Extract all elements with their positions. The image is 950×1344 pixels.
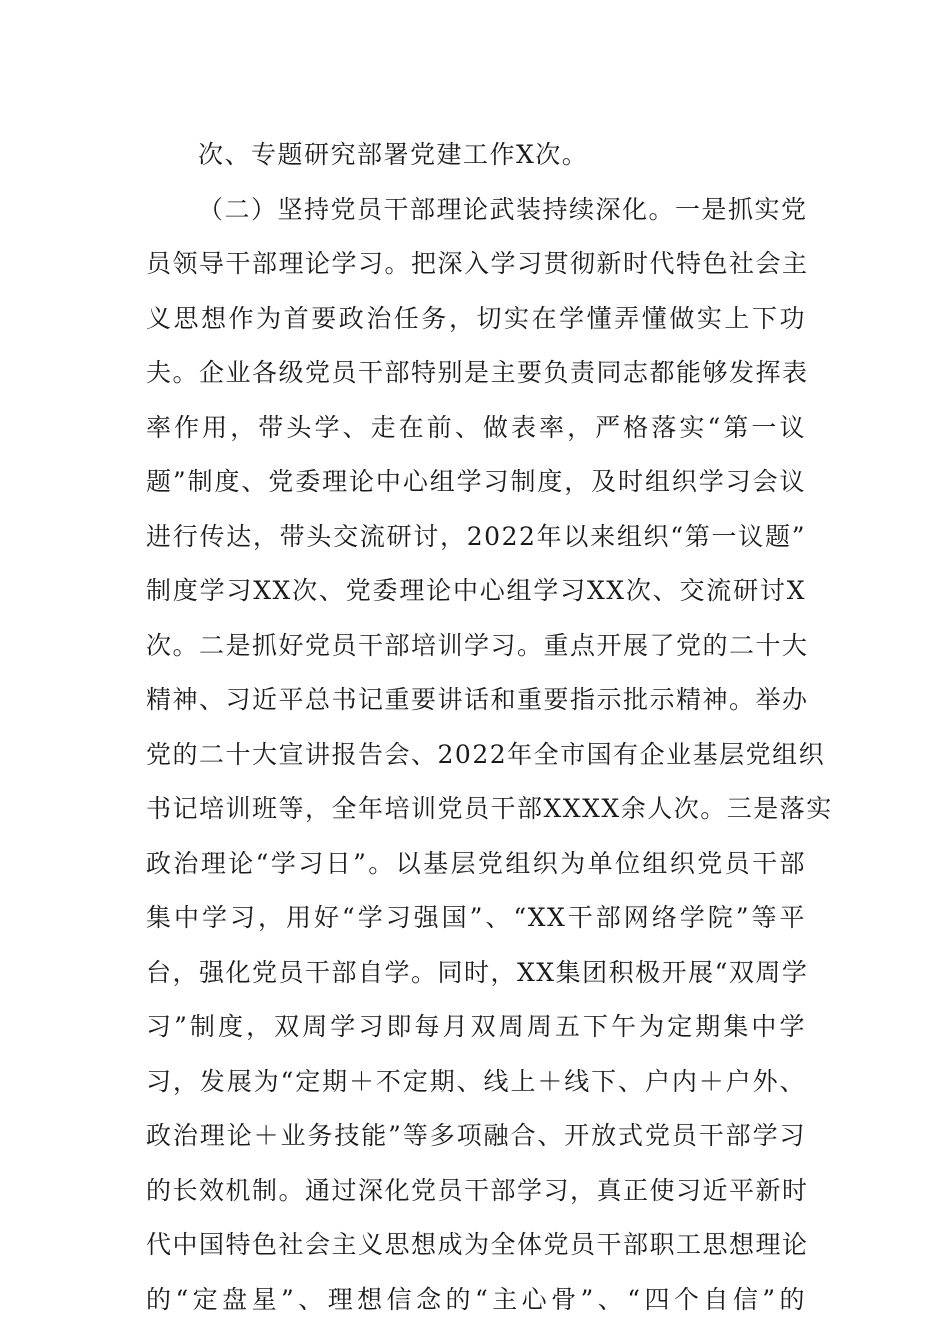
text-line-20: 的长效机制。通过深化党员干部学习，真正使习近平新时 — [146, 1175, 809, 1205]
text-line-16: 台，强化党员干部自学。同时，XX集团积极开展“双周学 — [146, 957, 809, 987]
text-line-11: 精神、习近平总书记重要讲话和重要指示批示精神。举办 — [146, 685, 809, 714]
text-line-8: 进行传达，带头交流研讨，2022年以来组织“第一议题” — [146, 521, 806, 551]
text-line-6: 率作用，带头学、走在前、做表率，严格落实“第一议 — [146, 412, 806, 442]
text-line-13: 书记培训班等，全年培训党员干部XXXX余人次。三是落实 — [146, 794, 833, 823]
text-line-3: 员领导干部理论学习。把深入学习贯彻新时代特色社会主 — [146, 249, 809, 278]
text-line-2: （二）坚持党员干部理论武装持续深化。一是抓实党 — [198, 194, 808, 224]
text-line-10: 次。二是抓好党员干部培训学习。重点开展了党的二十大 — [146, 630, 809, 660]
text-line-21: 代中国特色社会主义思想成为全体党员干部职工思想理论 — [146, 1230, 809, 1259]
text-line-5: 夫。企业各级党员干部特别是主要负责同志都能够发挥表 — [146, 358, 809, 387]
text-line-22: 的“定盘星”、理想信念的“主心骨”、“四个自信”的 — [146, 1284, 806, 1314]
body-text — [146, 128, 833, 1327]
text-line-17: 习”制度，双周学习即每月双周周五下午为定期集中学 — [146, 1012, 806, 1041]
text-line-15: 集中学习，用好“学习强国”、“XX干部网络学院”等平 — [146, 903, 806, 932]
text-line-1: 次、专题研究部署党建工作X次。 — [198, 140, 589, 169]
text-line-9: 制度学习XX次、党委理论中心组学习XX次、交流研讨X — [146, 576, 806, 605]
text-line-4: 义思想作为首要政治任务，切实在学懂弄懂做实上下功 — [146, 303, 806, 333]
text-line-18: 习，发展为“定期＋不定期、线上＋线下、户内＋户外、 — [146, 1066, 806, 1096]
text-line-19: 政治理论＋业务技能”等多项融合、开放式党员干部学习 — [146, 1121, 806, 1150]
text-line-12: 党的二十大宣讲报告会、2022年全市国有企业基层党组织 — [146, 739, 826, 769]
text-line-7: 题”制度、党委理论中心组学习制度，及时组织学习会议 — [146, 467, 806, 496]
text-line-14: 政治理论“学习日”。以基层党组织为单位组织党员干部 — [146, 848, 806, 878]
